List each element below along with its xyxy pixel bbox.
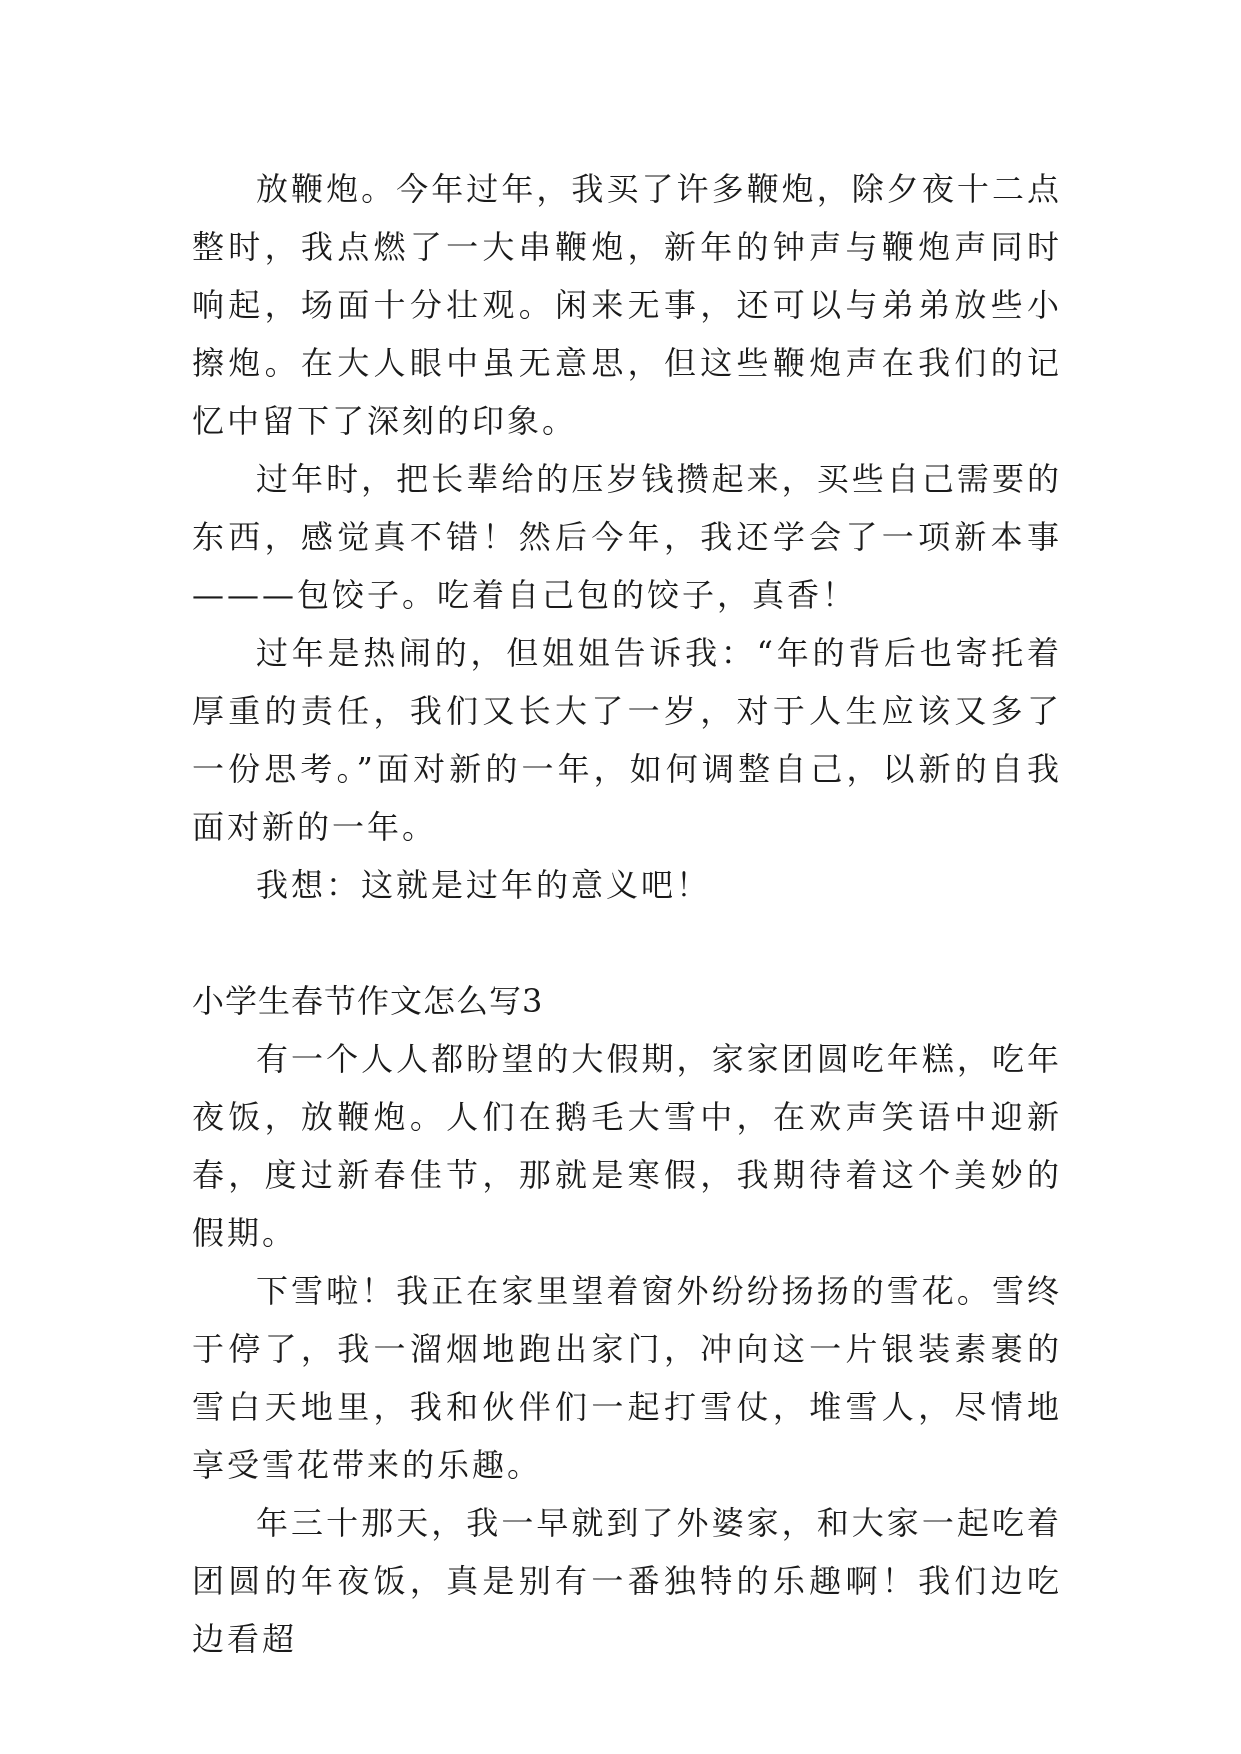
paragraph-snow: 下雪啦！我正在家里望着窗外纷纷扬扬的雪花。雪终于停了，我一溜烟地跑出家门，冲向这一片银装素裹的雪白天地里，我和伙伴们一起打雪仗，堆雪人，尽情地享受雪花带来的乐趣。 [192, 1272, 1062, 1484]
section-title: 小学生春节作文怎么写3 [192, 982, 544, 1020]
paragraph-firecrackers: 放鞭炮。今年过年，我买了许多鞭炮，除夕夜十二点整时，我点燃了一大串鞭炮，新年的钟声与鞭炮声同时响起，场面十分壮观。闲来无事，还可以与弟弟放些小擦炮。在大人眼中虽无意思，但这些鞭炮声在我们的记忆中留下了深刻的印象。 [192, 170, 1062, 440]
paragraph-red-envelope: 过年时，把长辈给的压岁钱攒起来，买些自己需要的东西，感觉真不错！然后今年，我还学会了一项新本事———包饺子。吃着自己包的饺子，真香！ [192, 460, 1062, 614]
paragraph-new-year-eve: 年三十那天，我一早就到了外婆家，和大家一起吃着团圆的年夜饭，真是别有一番独特的乐趣啊！我们边吃边看超 [192, 1504, 1062, 1658]
document-body [192, 160, 1062, 1668]
section-spacer [192, 914, 1062, 972]
paragraph-winter-holiday: 有一个人人都盼望的大假期，家家团圆吃年糕，吃年夜饭，放鞭炮。人们在鹅毛大雪中，在欢声笑语中迎新春，度过新春佳节，那就是寒假，我期待着这个美妙的假期。 [192, 1040, 1062, 1252]
paragraph-meaning: 我想：这就是过年的意义吧！ [256, 866, 712, 904]
paragraph-responsibility: 过年是热闹的，但姐姐告诉我：“年的背后也寄托着厚重的责任，我们又长大了一岁，对于人生应该又多了一份思考。”面对新的一年，如何调整自己，以新的自我面对新的一年。 [192, 634, 1062, 846]
